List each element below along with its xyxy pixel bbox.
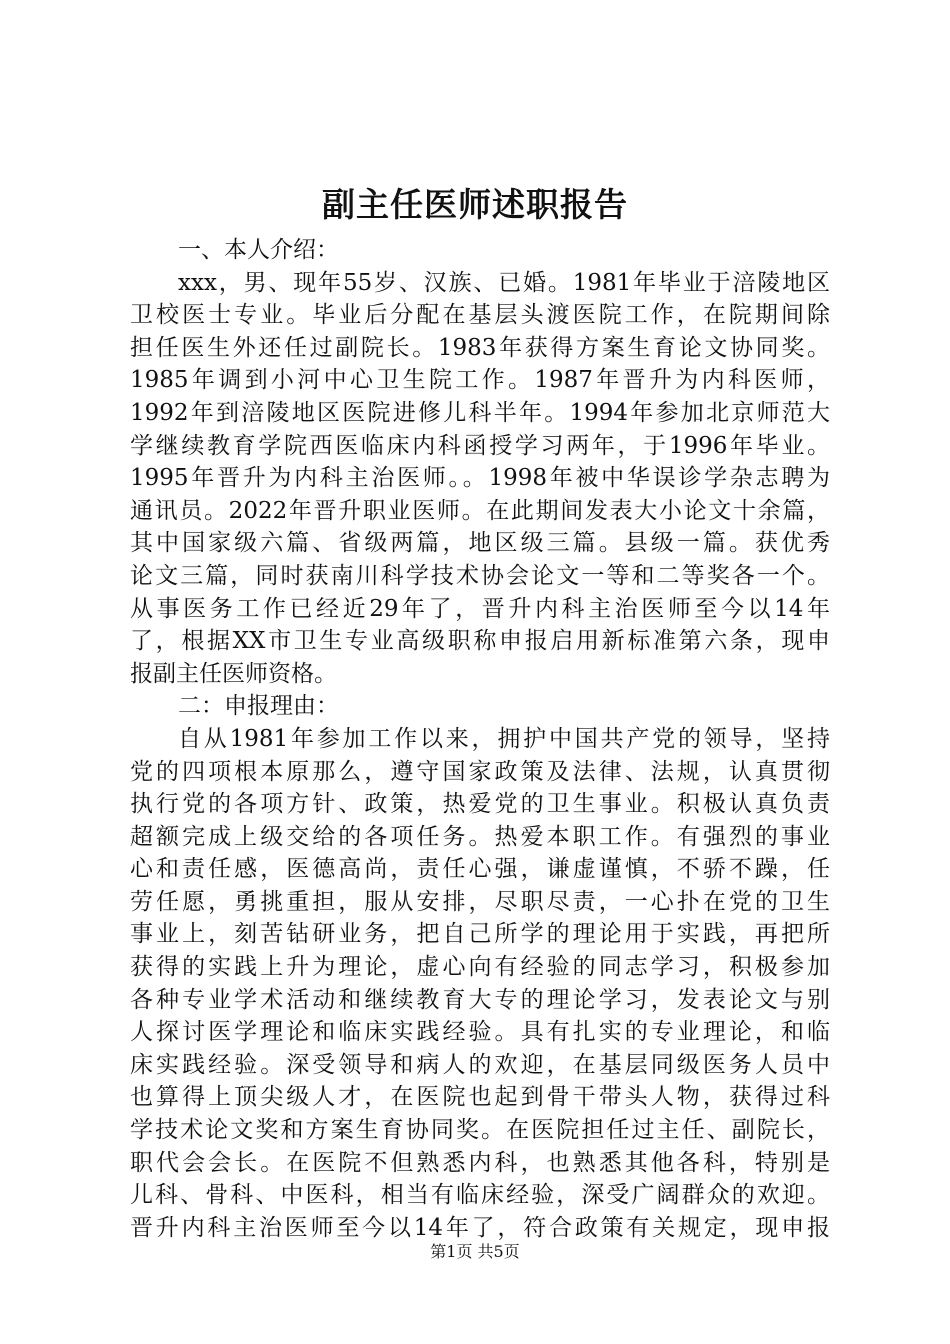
paragraph-line: 卫校医士专业。毕业后分配在基层头渡医院工作，在院期间除 — [130, 302, 830, 329]
paragraph-line: 心和责任感，医德高尚，责任心强，谦虚谨慎，不骄不躁，任 — [130, 856, 830, 883]
paragraph-line: 其中国家级六篇、省级两篇，地区级三篇。县级一篇。获优秀 — [130, 530, 830, 557]
page-number-footer: 第1页 共5页 — [430, 1242, 520, 1261]
paragraph-line: 自从1981年参加工作以来，拥护中国共产党的领导，坚持 — [178, 725, 830, 752]
document-title: 副主任医师述职报告 — [322, 185, 628, 224]
paragraph-line: 事业上，刻苦钻研业务，把自己所学的理论用于实践，再把所 — [130, 921, 830, 948]
paragraph-line: 担任医生外还任过副院长。1983年获得方案生育论文协同奖。 — [130, 334, 830, 361]
section-heading-reasons: 二：申报理由： — [178, 693, 339, 720]
paragraph-line: 职代会会长。在医院不但熟悉内科，也熟悉其他各科，特别是 — [130, 1149, 830, 1176]
paragraph-line: 学技术论文奖和方案生育协同奖。在医院担任过主任、副院长， — [130, 1117, 830, 1144]
paragraph-line: 晋升内科主治医师至今以14年了，符合政策有关规定，现申报 — [130, 1214, 830, 1241]
paragraph-line: 超额完成上级交给的各项任务。热爱本职工作。有强烈的事业 — [130, 823, 830, 850]
paragraph-line: 获得的实践上升为理论，虚心向有经验的同志学习，积极参加 — [130, 954, 830, 981]
paragraph-line: 1985年调到小河中心卫生院工作。1987年晋升为内科医师， — [130, 367, 830, 394]
paragraph-line: 党的四项根本原那么，遵守国家政策及法律、法规，认真贯彻 — [130, 758, 830, 785]
paragraph-line: 也算得上顶尖级人才，在医院也起到骨干带头人物，获得过科 — [130, 1084, 830, 1111]
paragraph-line: 通讯员。2022年晋升职业医师。在此期间发表大小论文十余篇， — [130, 497, 830, 524]
paragraph-line: 各种专业学术活动和继续教育大专的理论学习，发表论文与别 — [130, 986, 830, 1013]
paragraph-line: 报副主任医师资格。 — [130, 660, 337, 687]
document-body — [130, 234, 830, 1244]
section-heading-introduction: 一、本人介绍： — [178, 237, 339, 263]
paragraph-line: 论文三篇，同时获南川科学技术协会论文一等和二等奖各一个。 — [130, 562, 830, 589]
paragraph-line: 学继续教育学院西医临床内科函授学习两年，于1996年毕业。 — [130, 432, 830, 459]
paragraph-line: 儿科、骨科、中医科，相当有临床经验，深受广阔群众的欢迎。 — [130, 1182, 830, 1209]
paragraph-line: 1995年晋升为内科主治医师。。1998年被中华误诊学杂志聘为 — [130, 465, 830, 492]
paragraph-line: 了，根据XX市卫生专业高级职称申报启用新标准第六条，现申 — [130, 628, 830, 655]
paragraph-line: 从事医务工作已经近29年了，晋升内科主治医师至今以14年 — [130, 595, 830, 622]
paragraph-line: 1992年到涪陵地区医院进修儿科半年。1994年参加北京师范大 — [130, 399, 830, 426]
paragraph-line: 床实践经验。深受领导和病人的欢迎，在基层同级医务人员中 — [130, 1051, 830, 1078]
paragraph-line: 劳任愿，勇挑重担，服从安排，尽职尽责，一心扑在党的卫生 — [130, 888, 830, 915]
paragraph-line: xxx，男、现年55岁、汉族、已婚。1981年毕业于涪陵地区 — [178, 269, 830, 296]
paragraph-line: 执行党的各项方针、政策，热爱党的卫生事业。积极认真负责 — [130, 791, 830, 818]
paragraph-line: 人探讨医学理论和临床实践经验。具有扎实的专业理论，和临 — [130, 1019, 830, 1046]
